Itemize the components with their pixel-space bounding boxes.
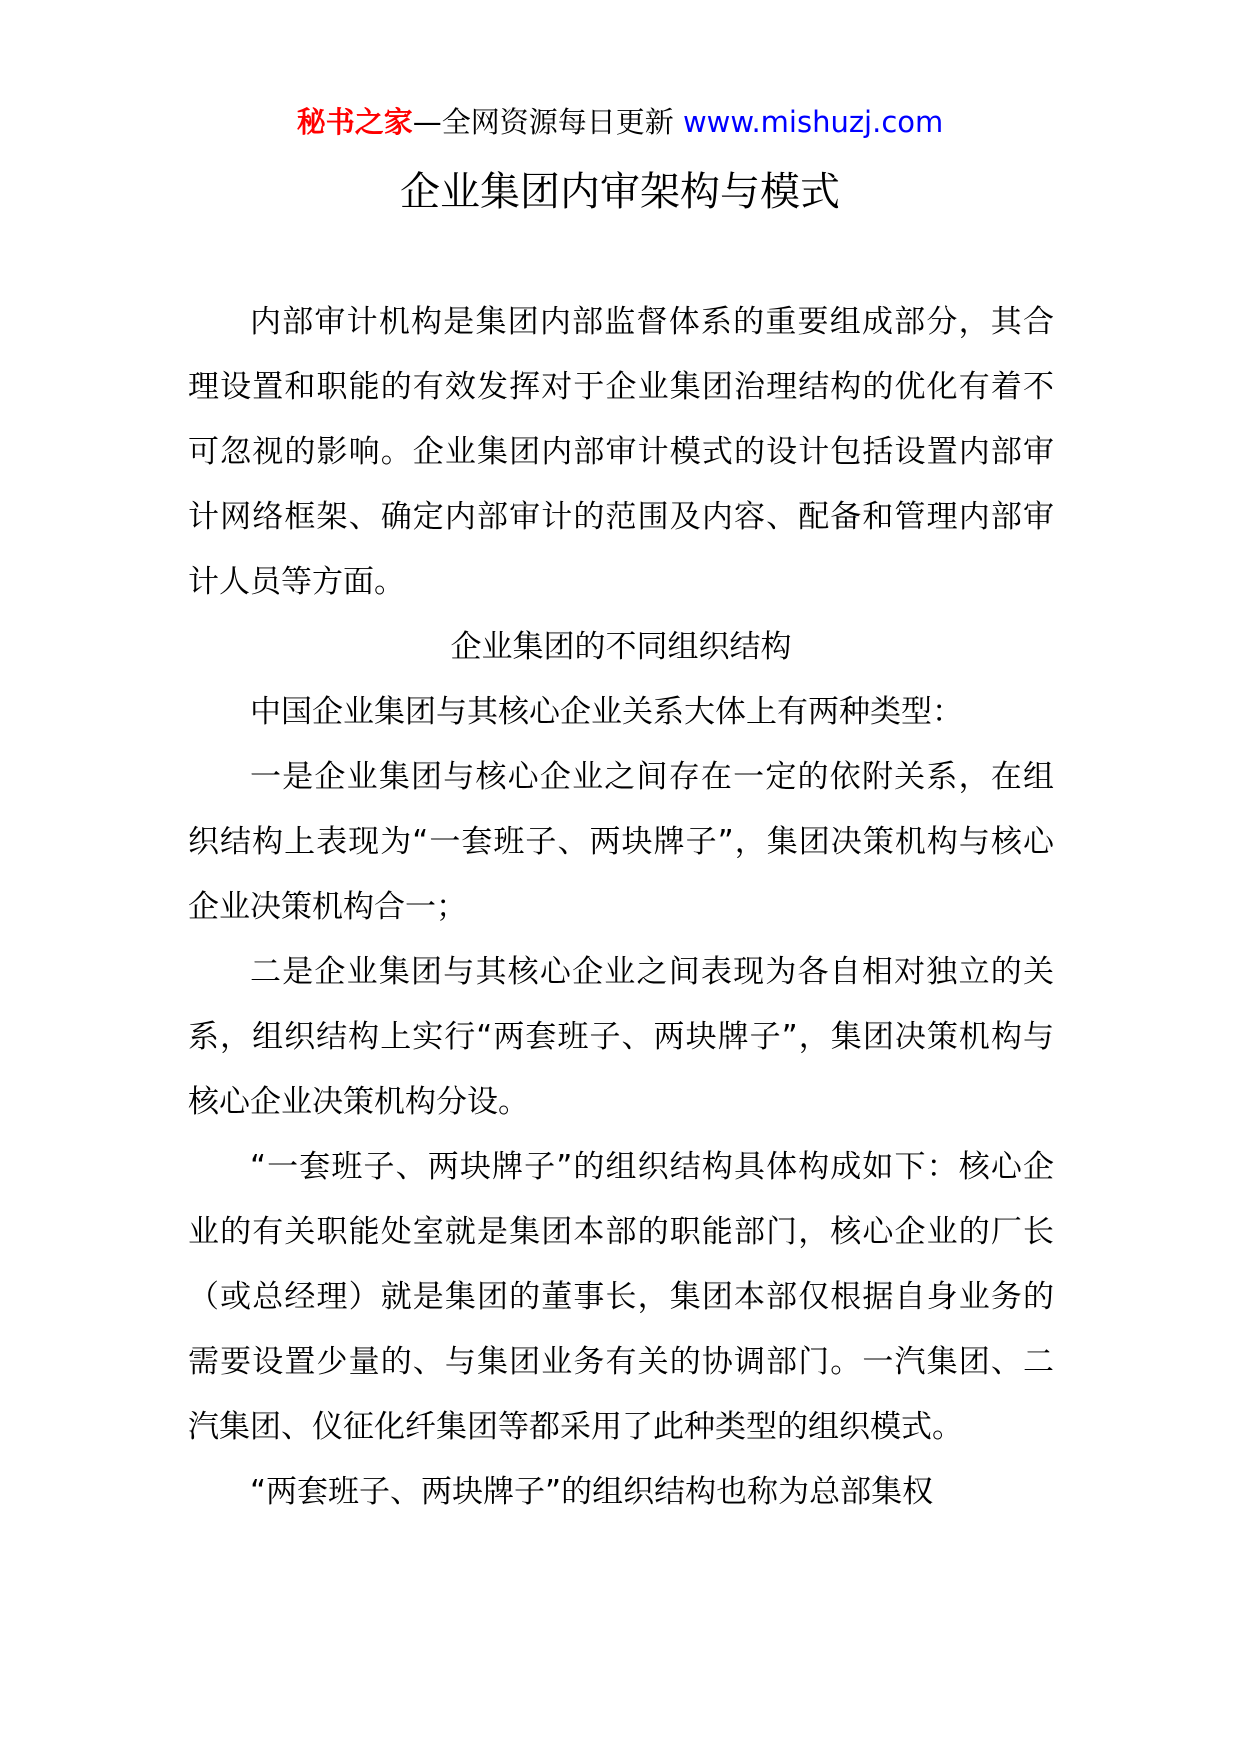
paragraph-type-two: 二是企业集团与其核心企业之间表现为各自相对独立的关系，组织结构上实行“两套班子、两块牌子”，集团决策机构与核心企业决策机构分设。 <box>188 954 1054 1120</box>
header-tagline: —全网资源每日更新 <box>412 105 683 139</box>
paragraph-intro: 内部审计机构是集团内部监督体系的重要组成部分，其合理设置和职能的有效发挥对于企业集团治理结构的优化有着不可忽视的影响。企业集团内部审计模式的设计包括设置内部审计网络框架、确定内部审计的范围及内容、配备和管理内部审计人员等方面。 <box>188 304 1054 600</box>
paragraph-type-one: 一是企业集团与核心企业之间存在一定的依附关系，在组织结构上表现为“一套班子、两块牌子”，集团决策机构与核心企业决策机构合一； <box>188 759 1054 925</box>
section-heading: 企业集团的不同组织结构 <box>450 629 792 665</box>
site-url-link[interactable]: www.mishuzj.com <box>682 105 944 139</box>
document-title: 企业集团内审架构与模式 <box>400 169 840 215</box>
brand-name: 秘书之家 <box>296 105 413 139</box>
paragraph-types-intro: 中国企业集团与其核心企业关系大体上有两种类型： <box>250 694 963 730</box>
paragraph-one-team-detail: “一套班子、两块牌子”的组织结构具体构成如下：核心企业的有关职能处室就是集团本部的职能部门，核心企业的厂长（或总经理）就是集团的董事长，集团本部仅根据自身业务的需要设置少量的、与集团业务有关的协调部门。一汽集团、二汽集团、仪征化纤集团等都采用了此种类型的组织模式。 <box>188 1149 1054 1445</box>
paragraph-two-teams-detail: “两套班子、两块牌子”的组织结构也称为总部集权 <box>250 1474 934 1510</box>
document-body <box>188 290 1054 1525</box>
site-header <box>0 100 1240 144</box>
